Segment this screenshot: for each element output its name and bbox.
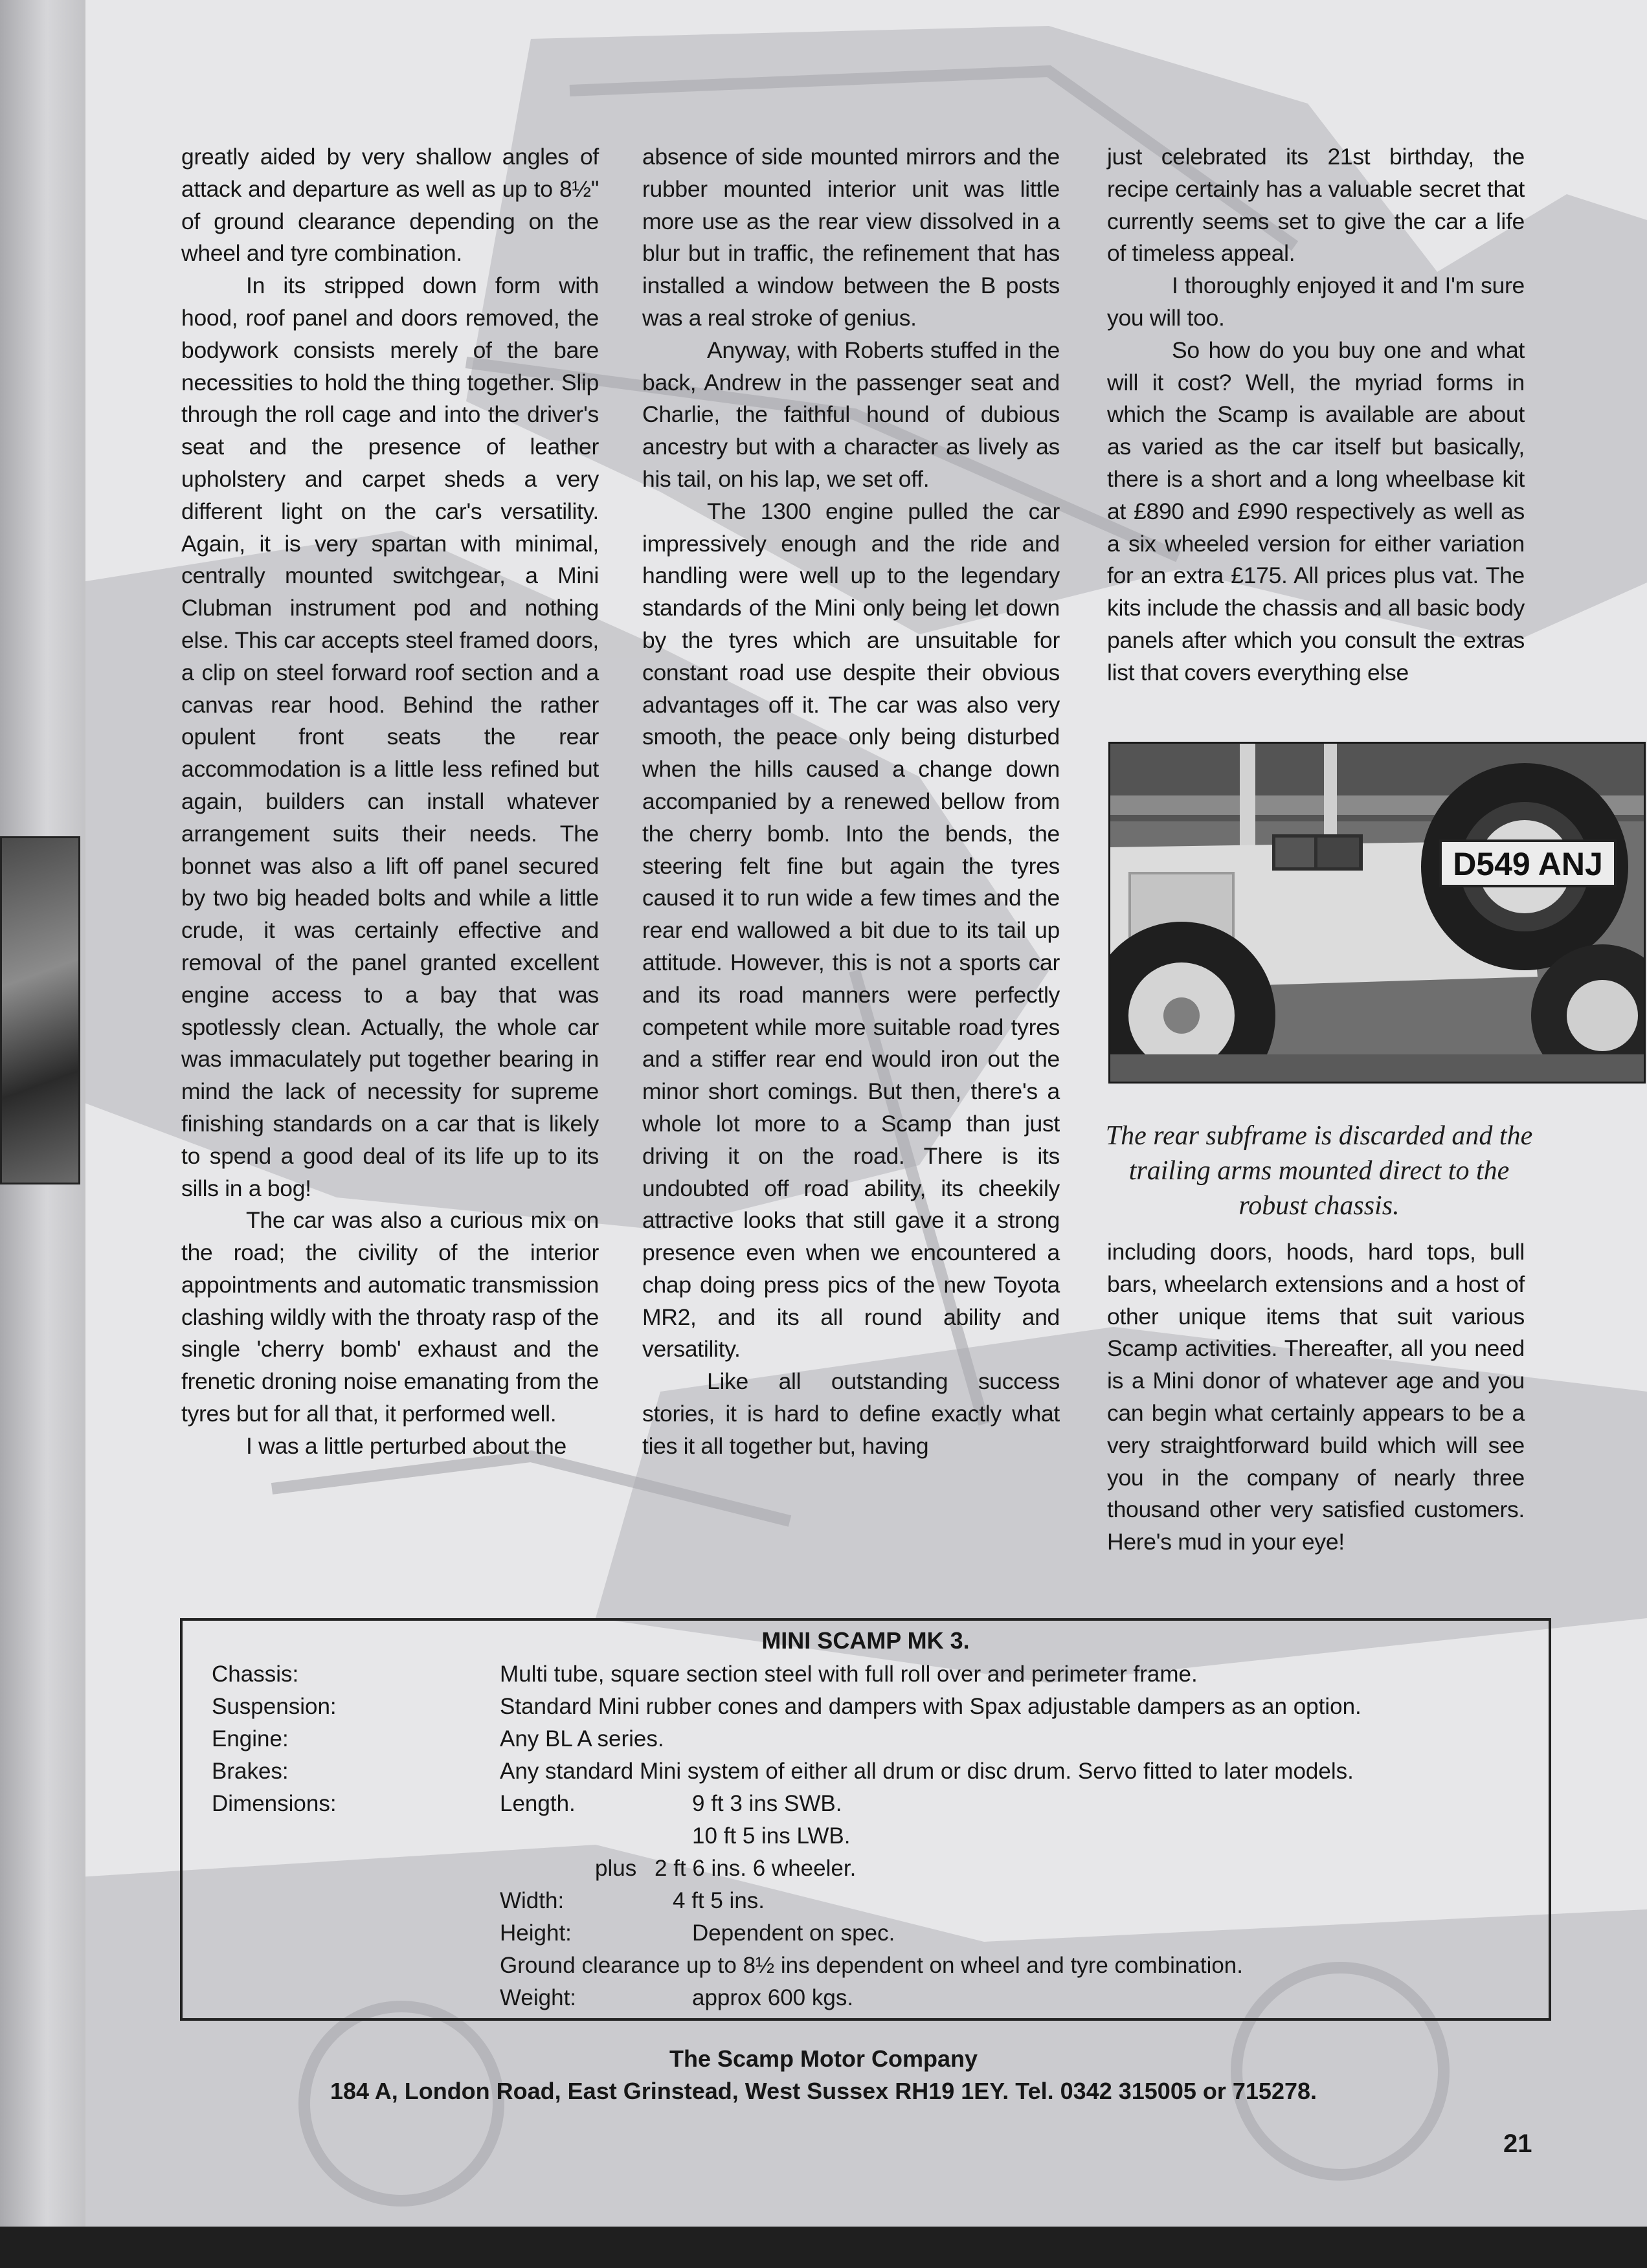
spec-value-detail: 2 ft 6 ins. 6 wheeler. <box>655 1856 857 1881</box>
spec-value: Ground clearance up to 8½ ins dependent on wheel and tyre combination. <box>500 1953 1243 1978</box>
article-column-3 <box>1107 141 1525 689</box>
spec-title: MINI SCAMP MK 3. <box>761 1627 970 1654</box>
scamp-photo-drawing <box>1110 744 1644 1082</box>
paragraph: Anyway, with Roberts stuffed in the back, Andrew in the passenger seat and Charlie, the faithful hound of dubious ancestry but with a character as lively as his tail, on his lap, we set off. <box>642 337 1060 492</box>
paragraph: just celebrated its 21st birthday, the recipe certainly has a valuable secret that currently seems set to give the car a life of timeless appeal. <box>1107 144 1525 267</box>
page-number: 21 <box>1503 2129 1532 2158</box>
spec-value: Length. <box>500 1791 576 1816</box>
spec-value: Height: <box>500 1920 572 1946</box>
spec-value: Any BL A series. <box>500 1726 664 1751</box>
spec-value-detail: 4 ft 5 ins. <box>673 1888 765 1913</box>
company-address: 184 A, London Road, East Grinstead, West Sussex RH19 1EY. Tel. 0342 315005 or 715278. <box>330 2078 1317 2104</box>
article-column-1 <box>181 141 599 1463</box>
spec-value-detail: Dependent on spec. <box>692 1920 895 1946</box>
paragraph: absence of side mounted mirrors and the rubber mounted interior unit was little more use as the rear view dissolved in a blur but in traffic, the refinement that has installed a window between the B posts was a real stroke of genius. <box>642 144 1060 331</box>
paragraph: Like all outstanding success stories, it is hard to define exactly what ties it all together but, having <box>642 1368 1060 1459</box>
spec-row <box>212 1658 1536 1691</box>
spec-value: Multi tube, square section steel with full roll over and perimeter frame. <box>500 1662 1198 1687</box>
spec-label: Chassis: <box>212 1662 299 1687</box>
spec-value: Weight: <box>500 1985 577 2010</box>
paragraph: In its stripped down form with hood, roof panel and doors removed, the bodywork consists merely of the bare necessities to hold the thing together. Slip through the roll cage and into the driver's seat and the presence of leather upholstery and carpet sheds a very different light on the car's versatility. Again, it is very spartan with minimal, centrally mounted switchgear, a Mini Clubman instrument pod and nothing else. This car accepts steel framed doors, a clip on steel forward roof section and a canvas rear hood. Behind the rather opulent front seats the rear accommodation is a little less refined but again, builders can install whatever arrangement suits their needs. The bonnet was also a lift off panel secured by two big headed bolts and while a little crude, it was certainly effective and removal of the panel granted excellent engine access to a bay that was spotlessly clean. Actually, the whole car was immaculately put together bearing in mind the lack of necessity for supreme finishing standards on a car that is likely to spend a good deal of its life up to its sills in a bog! <box>181 272 599 1201</box>
spec-label: Dimensions: <box>212 1791 337 1816</box>
article-column-2 <box>642 141 1060 1463</box>
spec-value: Standard Mini rubber cones and dampers with Spax adjustable dampers as an option. <box>500 1694 1361 1719</box>
paragraph: greatly aided by very shallow angles of attack and departure as well as up to 8½" of ground clearance depending on the wheel and tyre combination. <box>181 144 599 267</box>
spec-value-detail: 9 ft 3 ins SWB. <box>692 1791 842 1816</box>
paragraph: So how do you buy one and what will it cost? Well, the myriad forms in which the Scamp is available are about as varied as the car itself but basically, there is a short and a long wheelbase kit at £890 and £990 respectively as well as a six wheeled version for either variation for an extra £175. All prices plus vat. The kits include the chassis and all basic body panels after which you consult the extras list that covers everything else <box>1107 337 1525 685</box>
spec-row <box>212 1982 1536 2014</box>
spec-row <box>212 1852 1536 1885</box>
number-plate: D549 ANJ <box>1453 846 1603 882</box>
spec-row <box>212 1950 1536 1982</box>
scamp-rear-photo <box>1108 742 1646 1084</box>
spec-value-detail: 10 ft 5 ins LWB. <box>692 1823 851 1849</box>
spec-row <box>212 1885 1536 1917</box>
spec-row <box>212 1820 1536 1852</box>
photo-caption: The rear subframe is discarded and the trailing arms mounted direct to the robust chassis. <box>1105 1121 1533 1221</box>
spec-row <box>212 1723 1536 1755</box>
spec-value: Any standard Mini system of either all drum or disc drum. Servo fitted to later models. <box>500 1759 1354 1784</box>
scan-edge <box>0 2227 1647 2268</box>
spec-row <box>212 1788 1536 1820</box>
paragraph: The car was also a curious mix on the road; the civility of the interior appointments and automatic transmission clashing wildly with the throaty rasp of the single 'cherry bomb' exhaust and the frenetic droning noise emanating from the tyres but for all that, it performed well. <box>181 1207 599 1427</box>
specification-box <box>180 1618 1551 2021</box>
spec-label: Brakes: <box>212 1759 289 1784</box>
paragraph: I thoroughly enjoyed it and I'm sure you will too. <box>1107 272 1525 331</box>
paragraph: I was a little perturbed about the <box>246 1432 566 1459</box>
company-name: The Scamp Motor Company <box>669 2045 978 2072</box>
spec-row <box>212 1691 1536 1723</box>
spec-label: Engine: <box>212 1726 289 1751</box>
spec-value: Width: <box>500 1888 565 1913</box>
spec-label: Suspension: <box>212 1694 337 1719</box>
spec-row <box>212 1917 1536 1950</box>
spec-value: plus <box>595 1856 637 1881</box>
adjacent-page-photo <box>0 836 80 1184</box>
paragraph: including doors, hoods, hard tops, bull bars, wheelarch extensions and a host of other unique items that suit various Scamp activities. Thereafter, all you need is a Mini donor of whatever age and you can begin what certainly appears to be a very straightforward build which will see you in the company of nearly three thousand other very satisfied customers. Here's mud in your eye! <box>1107 1239 1525 1555</box>
spec-row <box>212 1755 1536 1788</box>
paragraph: The 1300 engine pulled the car impressively enough and the ride and handling were well up to the legendary standards of the Mini only being let down by the tyres which are unsuitable for constant road use despite their obvious advantages off it. The car was also very smooth, the peace only being disturbed when the hills caused a change down accompanied by a renewed bellow from the cherry bomb. Into the bends, the steering felt fine but again the tyres caused it to run wide a few times and the rear end wallowed a bit due to its tail up attitude. However, this is not a sports car and its road manners were perfectly competent while more suitable road tyres and a stiffer rear end would iron out the minor short comings. But then, there's a whole lot more to a Scamp than just driving it on the road. There is its undoubted off road ability, its cheekily attractive looks that still gave it a strong presence even when we encountered a chap doing press pics of the new Toyota MR2, and its all round ability and versatility. <box>642 498 1060 1362</box>
spec-value-detail: approx 600 kgs. <box>692 1985 854 2010</box>
article-column-3-continued <box>1107 1236 1525 1559</box>
